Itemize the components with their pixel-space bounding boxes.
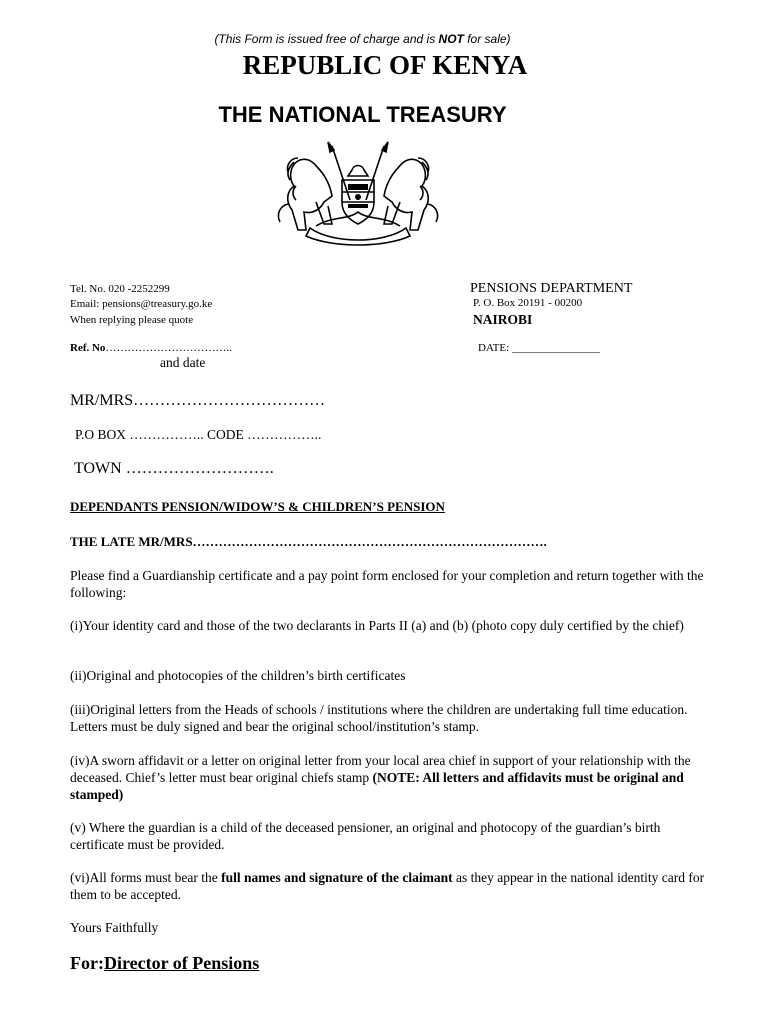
requirement-item-2: (ii)Original and photocopies of the children’s birth certificates	[70, 668, 406, 683]
kenya-coat-of-arms-icon	[272, 140, 444, 246]
subject-heading: DEPENDANTS PENSION/WIDOW’S & CHILDREN’S PENSION	[70, 499, 445, 514]
item6-bold: full names and signature of the claimant	[221, 870, 453, 885]
date-field: DATE: ________________	[478, 342, 600, 354]
requirement-item-1: (i)Your identity card and those of the two declarants in Parts II (a) and (b) (photo copy duly certified by the chief)	[70, 618, 684, 633]
closing-salutation: Yours Faithfully	[70, 920, 159, 935]
free-of-charge-notice	[0, 32, 725, 46]
email-address: Email: pensions@treasury.go.ke	[70, 298, 213, 310]
recipient-name-line: MR/MRS………………………………	[70, 392, 326, 409]
late-pensioner-line: THE LATE MR/MRS……………………………………………………………………….	[70, 534, 547, 549]
requirement-item-3: (iii)Original letters from the Heads of schools / institutions where the children are undertaking full time education. Letters must be duly signed and bear the original school/institution’s stamp.	[70, 702, 688, 734]
ref-number-line	[70, 342, 232, 354]
requirement-item-5: (v) Where the guardian is a child of the deceased pensioner, an original and photocopy of the guardian’s birth certificate must be provided.	[70, 820, 661, 852]
director-title: Director of Pensions	[103, 953, 260, 973]
pensions-department: PENSIONS DEPARTMENT	[470, 281, 633, 296]
reply-note: When replying please quote	[70, 314, 194, 326]
for-label: For:	[70, 953, 104, 973]
signatory-line	[70, 953, 259, 974]
notice-prefix: (This Form is issued free of charge and is	[214, 32, 439, 46]
item6-pre: (vi)All forms must bear the	[70, 870, 222, 885]
treasury-heading: THE NATIONAL TREASURY	[218, 102, 507, 127]
notice-suffix: for sale)	[463, 32, 511, 46]
town-line: TOWN ……………………….	[74, 460, 274, 477]
telephone-number: Tel. No. 020 -2252299	[70, 283, 170, 295]
republic-heading: REPUBLIC OF KENYA	[242, 50, 528, 80]
intro-paragraph: Please find a Guardianship certificate and a pay point form enclosed for your completion and return together with the following:	[70, 568, 704, 600]
item6-post: as they appear in the national identity card for them to be accepted.	[70, 870, 705, 902]
ref-label: Ref. No	[70, 342, 106, 354]
requirement-item-6	[70, 869, 710, 903]
po-box-code-line: P.O BOX …………….. CODE ……………..	[75, 427, 322, 442]
item4-note: (NOTE: All letters and affidavits must be original and stamped)	[70, 770, 684, 802]
po-box-address: P. O. Box 20191 - 00200	[473, 297, 583, 309]
requirement-item-4	[70, 752, 710, 803]
and-date-label: and date	[160, 355, 206, 370]
item4-text: (iv)A sworn affidavit or a letter on original letter from your local area chief in support of your relationship with the deceased. Chief’s letter must bear original chiefs stamp	[70, 753, 691, 785]
ref-dots: ……………………………..	[105, 342, 232, 354]
city-nairobi: NAIROBI	[473, 312, 533, 327]
notice-not: NOT	[438, 32, 464, 46]
